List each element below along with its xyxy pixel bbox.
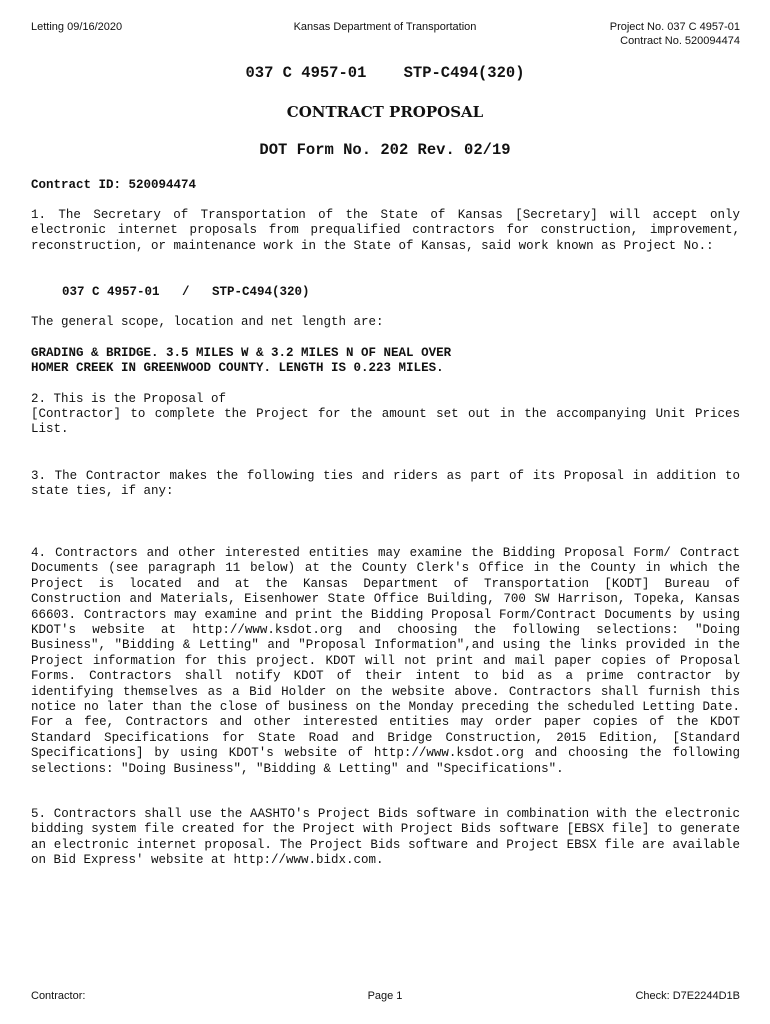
scope-line-2: HOMER CREEK IN GREENWOOD COUNTY. LENGTH IS 0.223 MILES. bbox=[31, 361, 444, 376]
contractor-label: Contractor: bbox=[31, 990, 86, 1002]
project-numbers: 037 C 4957-01 / STP-C494(320) bbox=[62, 285, 310, 299]
form-title: DOT Form No. 202 Rev. 02/19 bbox=[259, 141, 511, 159]
check-code: Check: D7E2244D1B bbox=[635, 990, 740, 1002]
section-2: [Contractor] to complete the Project for the amount set out in the accompanying Unit Prices List. bbox=[31, 407, 740, 437]
section-3: 3. The Contractor makes the following ties and riders as part of its Proposal in addition to state ties, if any: bbox=[31, 469, 740, 499]
project-contract-info bbox=[610, 20, 740, 48]
scope-intro: The general scope, location and net length are: bbox=[31, 315, 384, 329]
scope-line-1: GRADING & BRIDGE. 3.5 MILES W & 3.2 MILES N OF NEAL OVER bbox=[31, 346, 452, 360]
section-4: 4. Contractors and other interested entities may examine the Bidding Proposal Form/ Contract Documents (see paragraph 11 below) at the County Clerk's Office in the County in which the Project is located and at the Kansas Department of Transportation [KODT] Bureau of Construction and Materials, Eisenhower State Office Building, 700 SW Harrison, Topeka, Kansas 66603. Contractors may examine and print the Bidding Proposal Form/Contract Documents by using KDOT's website at http://www.ksdot.org and choosing the following selections: "Doing Business", "Bidding & Letting" and "Proposal Information",and using the links provided in the Project information for this project. KDOT will not print and mail paper copies of Proposal Forms. Contractors shall notify KDOT of their intent to bid as a prime contractor by identifying themselves as a Bid Holder on the website above. Contractors shall furnish this notice no later than the close of business on the Monday preceding the scheduled Letting Date. For a fee, Contractors and other interested entities may order paper copies of the KDOT Standard Specifications for State Road and Bridge Construction, 2015 Edition, [Standard Specifications] by using KDOT's website of http://www.ksdot.org and choosing the following selections: "Doing Business", "Bidding & Letting" and "Specifications". bbox=[31, 546, 740, 776]
section-2-intro: 2. This is the Proposal of bbox=[31, 392, 227, 406]
agency-name: Kansas Department of Transportation bbox=[293, 21, 477, 33]
section-1: 1. The Secretary of Transportation of the State of Kansas [Secretary] will accept only electronic internet proposals from prequalified contractors for construction, improvement, reconstruction, or maintenance work in the State of Kansas, said work known as Project No.: bbox=[31, 208, 740, 253]
letting-date: Letting 09/16/2020 bbox=[31, 21, 123, 33]
contract-id: Contract ID: 520094474 bbox=[31, 178, 197, 192]
proposal-title: CONTRACT PROPOSAL bbox=[286, 103, 484, 121]
scope-description bbox=[31, 346, 740, 377]
page-number: Page 1 bbox=[367, 990, 403, 1002]
project-title-line: 037 C 4957-01 STP-C494(320) bbox=[245, 64, 525, 82]
section-5: 5. Contractors shall use the AASHTO's Project Bids software in combination with the electronic bidding system file created for the Project with Project Bids software [EBSX file] to generate an electronic internet proposal. The Project Bids software and Project EBSX file are available on Bid Express' website at http://www.bidx.com. bbox=[31, 807, 740, 868]
project-number: Project No. 037 C 4957-01 bbox=[609, 21, 740, 33]
contract-number: Contract No. 520094474 bbox=[620, 35, 740, 47]
